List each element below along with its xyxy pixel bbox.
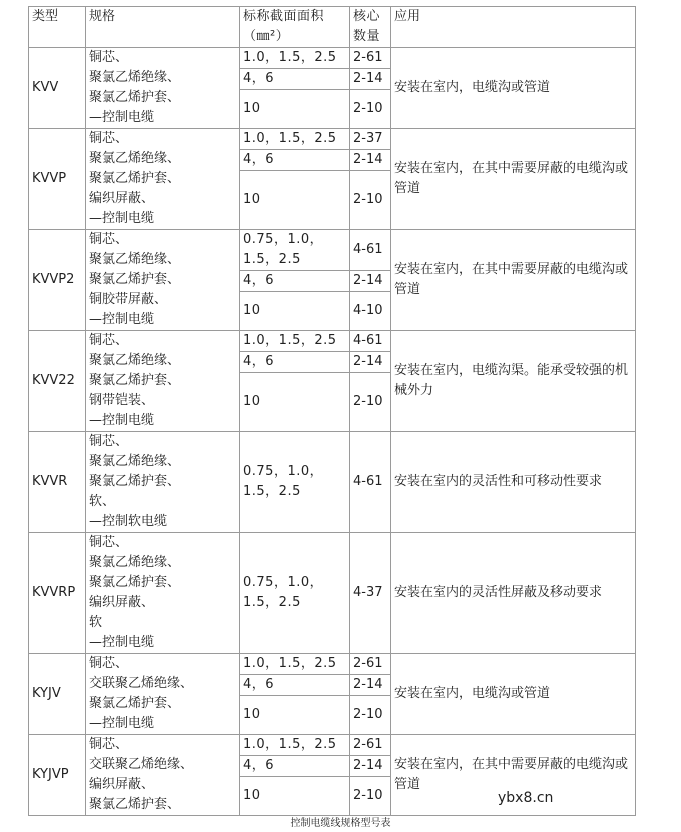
cell-type: KVV22	[29, 331, 86, 432]
cell-application: 安装在室内，电缆沟或管道	[391, 654, 636, 735]
cell-size: 10	[240, 777, 350, 816]
cell-cores: 2-14	[350, 756, 391, 777]
cell-application: 安装在室内，电缆沟渠。能承受较强的机械外力	[391, 331, 636, 432]
cell-application: 安装在室内的灵活性和可移动性要求	[391, 432, 636, 533]
cell-size: 10	[240, 292, 350, 331]
cell-size: 1.0，1.5，2.5	[240, 48, 350, 69]
table-row	[29, 533, 636, 654]
watermark: ybx8.cn	[498, 790, 554, 806]
cell-cores: 2-10	[350, 90, 391, 129]
cell-type: KVVR	[29, 432, 86, 533]
cell-cores: 2-14	[350, 675, 391, 696]
cell-size: 4，6	[240, 150, 350, 171]
cell-size: 1.0，1.5，2.5	[240, 654, 350, 675]
table-caption: 控制电缆线规格型号表	[290, 818, 391, 829]
cell-size: 0.75，1.0， 1.5，2.5	[240, 533, 350, 654]
cell-application: 安装在室内，电缆沟或管道	[391, 48, 636, 129]
header-application: 应用	[391, 7, 636, 48]
cell-cores: 4-61	[350, 331, 391, 352]
table-row	[29, 230, 636, 271]
cell-size: 1.0，1.5，2.5	[240, 331, 350, 352]
header-row	[29, 7, 636, 48]
cell-application: 安装在室内，在其中需要屏蔽的电缆沟或管道	[391, 230, 636, 331]
cell-size: 4，6	[240, 756, 350, 777]
cell-cores: 2-14	[350, 271, 391, 292]
cell-cores: 2-14	[350, 352, 391, 373]
cell-spec: 铜芯、 聚氯乙烯绝缘、 聚氯乙烯护套、 铜胶带屏蔽、 —控制电缆	[86, 230, 240, 331]
cell-size: 4，6	[240, 675, 350, 696]
header-type: 类型	[29, 7, 86, 48]
cell-size: 0.75，1.0， 1.5，2.5	[240, 432, 350, 533]
table-row	[29, 129, 636, 150]
cell-size: 4，6	[240, 352, 350, 373]
cell-cores: 2-14	[350, 69, 391, 90]
cell-cores: 2-61	[350, 48, 391, 69]
cell-spec: 铜芯、 交联聚乙烯绝缘、 编织屏蔽、 聚氯乙烯护套、	[86, 735, 240, 816]
cell-size: 1.0，1.5，2.5	[240, 735, 350, 756]
cell-cores: 2-10	[350, 171, 391, 230]
cell-cores: 4-61	[350, 230, 391, 271]
table-row	[29, 654, 636, 675]
header-size: 标称截面面积 （㎜²）	[240, 7, 350, 48]
cell-type: KYJV	[29, 654, 86, 735]
table-row	[29, 432, 636, 533]
cell-type: KVVRP	[29, 533, 86, 654]
header-spec: 规格	[86, 7, 240, 48]
cell-size: 1.0，1.5，2.5	[240, 129, 350, 150]
cell-spec: 铜芯、 聚氯乙烯绝缘、 聚氯乙烯护套、 编织屏蔽、 —控制电缆	[86, 129, 240, 230]
cell-spec: 铜芯、 聚氯乙烯绝缘、 聚氯乙烯护套、 —控制电缆	[86, 48, 240, 129]
table-row	[29, 48, 636, 69]
cell-cores: 2-61	[350, 735, 391, 756]
table-body	[29, 48, 636, 816]
cell-size: 10	[240, 171, 350, 230]
table-row	[29, 735, 636, 756]
header-cores: 核心 数量	[350, 7, 391, 48]
cell-application: 安装在室内的灵活性屏蔽及移动要求	[391, 533, 636, 654]
cell-cores: 2-14	[350, 150, 391, 171]
cell-application: 安装在室内，在其中需要屏蔽的电缆沟或管道	[391, 735, 636, 816]
cell-type: KVVP2	[29, 230, 86, 331]
cell-type: KYJVP	[29, 735, 86, 816]
cell-size: 4，6	[240, 271, 350, 292]
cable-spec-table	[28, 6, 636, 816]
cell-cores: 4-61	[350, 432, 391, 533]
cell-cores: 2-37	[350, 129, 391, 150]
cell-size: 0.75，1.0， 1.5，2.5	[240, 230, 350, 271]
cell-size: 10	[240, 90, 350, 129]
cell-application: 安装在室内，在其中需要屏蔽的电缆沟或管道	[391, 129, 636, 230]
cell-cores: 2-10	[350, 777, 391, 816]
cell-size: 10	[240, 373, 350, 432]
cell-size: 4，6	[240, 69, 350, 90]
cell-spec: 铜芯、 聚氯乙烯绝缘、 聚氯乙烯护套、 编织屏蔽、 软 —控制电缆	[86, 533, 240, 654]
cell-type: KVV	[29, 48, 86, 129]
cell-cores: 4-10	[350, 292, 391, 331]
cell-size: 10	[240, 696, 350, 735]
cell-type: KVVP	[29, 129, 86, 230]
cell-cores: 4-37	[350, 533, 391, 654]
cell-spec: 铜芯、 聚氯乙烯绝缘、 聚氯乙烯护套、 软、 —控制软电缆	[86, 432, 240, 533]
cell-cores: 2-10	[350, 696, 391, 735]
cell-cores: 2-61	[350, 654, 391, 675]
cell-spec: 铜芯、 交联聚乙烯绝缘、 聚氯乙烯护套、 —控制电缆	[86, 654, 240, 735]
cell-cores: 2-10	[350, 373, 391, 432]
cell-spec: 铜芯、 聚氯乙烯绝缘、 聚氯乙烯护套、 钢带铠装、 —控制电缆	[86, 331, 240, 432]
table-row	[29, 331, 636, 352]
